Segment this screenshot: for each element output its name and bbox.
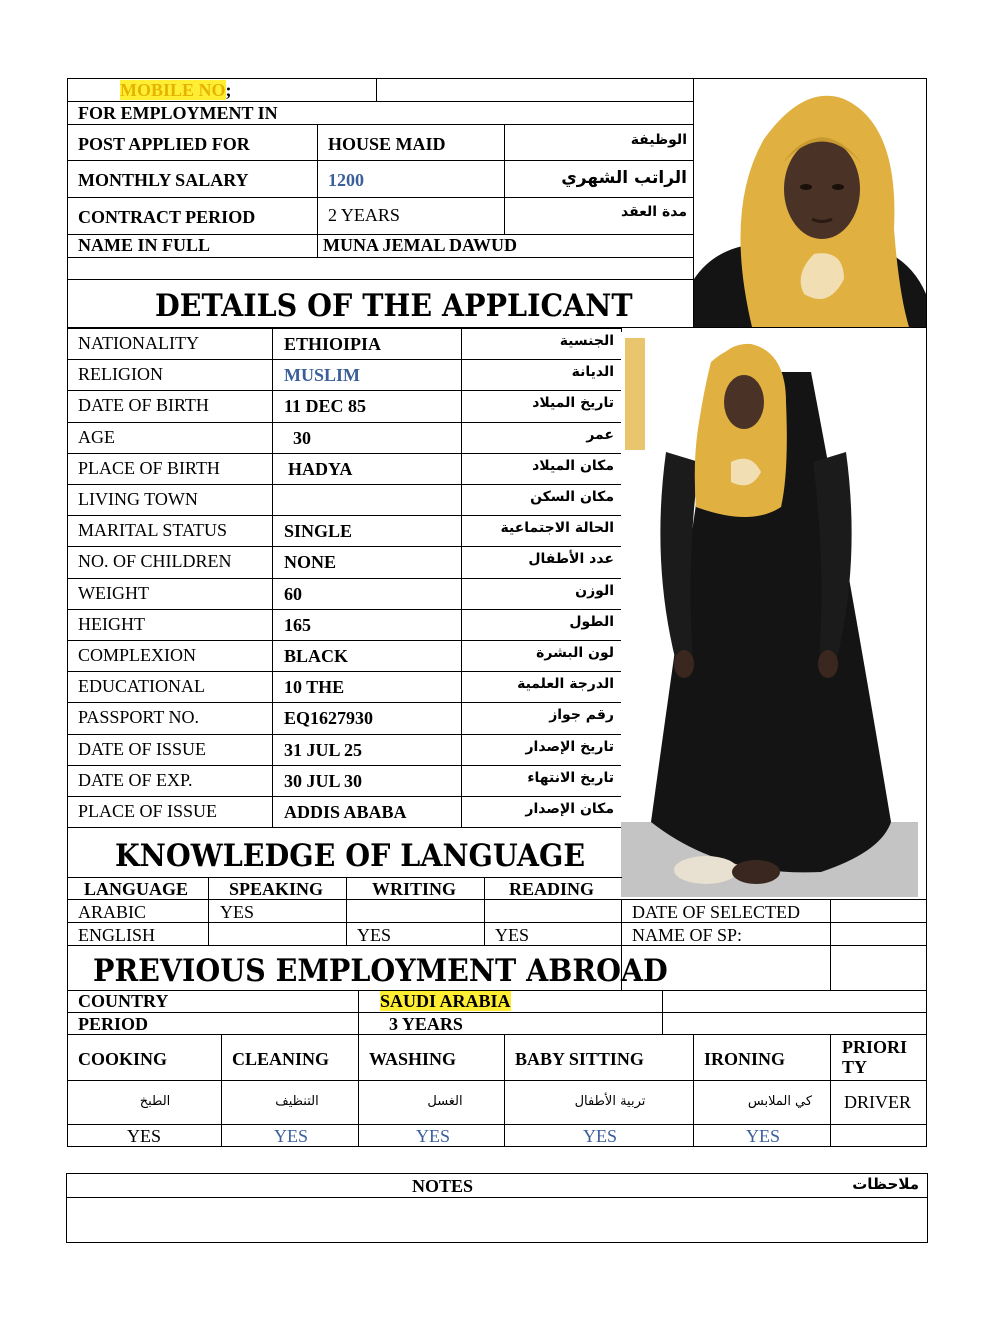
skill-value-cleaning: YES bbox=[274, 1126, 309, 1146]
skill-ar-washing: الغسل bbox=[427, 1094, 463, 1109]
skill-ar-baby-sitting: تربية الأطفال bbox=[574, 1094, 646, 1109]
salary-ar: الراتب الشهري bbox=[561, 168, 687, 188]
detail-value-place-of-birth: HADYA bbox=[288, 459, 353, 479]
date-of-selected-label: DATE OF SELECTED bbox=[632, 902, 800, 922]
detail-label-date-of-issue: DATE OF ISSUE bbox=[78, 739, 207, 759]
detail-label-height: HEIGHT bbox=[78, 614, 145, 634]
contract-label: CONTRACT PERIOD bbox=[78, 207, 256, 227]
detail-label-nationality: NATIONALITY bbox=[78, 333, 199, 353]
lang-row-arabic-speaking: YES bbox=[220, 902, 255, 922]
contract-ar: مدة العقد bbox=[620, 204, 687, 220]
detail-ar-living-town: مكان السكن bbox=[530, 489, 614, 505]
country-label: COUNTRY bbox=[78, 991, 169, 1011]
period-value: 3 YEARS bbox=[389, 1014, 463, 1034]
detail-ar-age: عمر bbox=[586, 427, 614, 443]
detail-value-weight: 60 bbox=[284, 584, 302, 604]
salary-label: MONTHLY SALARY bbox=[78, 170, 249, 190]
notes-box bbox=[66, 1173, 928, 1243]
lang-row-english-name: ENGLISH bbox=[78, 925, 155, 945]
detail-value-religion: MUSLIM bbox=[284, 365, 360, 385]
skill-ar-cleaning: التنظيف bbox=[275, 1094, 319, 1109]
skill-priority-driver: DRIVER bbox=[844, 1092, 911, 1112]
full-body-photo bbox=[621, 332, 918, 897]
detail-label-educational: EDUCATIONAL bbox=[78, 676, 205, 696]
skill-value-ironing: YES bbox=[746, 1126, 781, 1146]
mobile-suffix: ; bbox=[225, 80, 232, 100]
detail-label-passport-no: PASSPORT NO. bbox=[78, 707, 199, 727]
mobile-label bbox=[120, 80, 232, 100]
language-title: KNOWLEDGE OF LANGUAGE bbox=[115, 838, 586, 874]
detail-label-place-of-birth: PLACE OF BIRTH bbox=[78, 458, 220, 478]
detail-ar-date-of-exp: تاريخ الانتهاء bbox=[527, 770, 614, 786]
employment-label: FOR EMPLOYMENT IN bbox=[78, 103, 278, 123]
detail-label-date-of-birth: DATE OF BIRTH bbox=[78, 395, 209, 415]
detail-label-weight: WEIGHT bbox=[78, 583, 149, 603]
detail-ar-religion: الديانة bbox=[571, 364, 614, 380]
lang-header-speaking: SPEAKING bbox=[229, 879, 324, 899]
details-title: DETAILS OF THE APPLICANT bbox=[155, 288, 633, 324]
detail-value-nationality: ETHIOIPIA bbox=[284, 334, 382, 354]
mobile-label-text: MOBILE NO bbox=[120, 80, 226, 100]
detail-label-date-of-exp: DATE OF EXP. bbox=[78, 770, 193, 790]
contract-value: 2 YEARS bbox=[328, 205, 400, 225]
name-of-sp-label: NAME OF SP: bbox=[632, 925, 743, 945]
post-ar: الوظيفة bbox=[630, 132, 687, 148]
post-value: HOUSE MAID bbox=[328, 134, 446, 154]
period-label: PERIOD bbox=[78, 1014, 149, 1034]
detail-label-no-of-children: NO. OF CHILDREN bbox=[78, 551, 232, 571]
skill-ar-cooking: الطبخ bbox=[139, 1094, 171, 1109]
detail-label-marital-status: MARITAL STATUS bbox=[78, 520, 227, 540]
detail-ar-educational: الدرجة العلمية bbox=[517, 676, 614, 692]
lang-header-reading: READING bbox=[509, 879, 595, 899]
skill-header-baby-sitting: BABY SITTING bbox=[515, 1049, 644, 1069]
detail-value-place-of-issue: ADDIS ABABA bbox=[284, 802, 407, 822]
detail-value-date-of-issue: 31 JUL 25 bbox=[284, 740, 363, 760]
detail-value-height: 165 bbox=[284, 615, 311, 635]
detail-ar-nationality: الجنسية bbox=[559, 333, 614, 349]
notes-label-ar: ملاحظات bbox=[852, 1175, 919, 1193]
detail-value-passport-no: EQ1627930 bbox=[284, 708, 374, 728]
detail-value-age: 30 bbox=[293, 428, 311, 448]
detail-ar-date-of-issue: تاريخ الإصدار bbox=[525, 739, 614, 755]
detail-label-place-of-issue: PLACE OF ISSUE bbox=[78, 801, 218, 821]
previous-title: PREVIOUS EMPLOYMENT ABROAD bbox=[93, 953, 668, 989]
detail-value-marital-status: SINGLE bbox=[284, 521, 353, 541]
skill-header-priority: PRIORI TY bbox=[842, 1037, 908, 1077]
detail-ar-place-of-birth: مكان الميلاد bbox=[532, 458, 614, 474]
name-label: NAME IN FULL bbox=[78, 235, 211, 255]
country-value: SAUDI ARABIA bbox=[380, 991, 511, 1011]
detail-label-religion: RELIGION bbox=[78, 364, 163, 384]
skill-value-cooking: YES bbox=[127, 1126, 162, 1146]
detail-ar-passport-no: رقم جواز bbox=[549, 707, 614, 723]
portrait-photo bbox=[694, 79, 926, 327]
skill-value-baby-sitting: YES bbox=[583, 1126, 618, 1146]
detail-ar-height: الطول bbox=[569, 614, 614, 630]
detail-label-living-town: LIVING TOWN bbox=[78, 489, 198, 509]
lang-row-english-writing: YES bbox=[357, 925, 392, 945]
post-label: POST APPLIED FOR bbox=[78, 134, 250, 154]
detail-value-date-of-birth: 11 DEC 85 bbox=[284, 396, 367, 416]
detail-ar-no-of-children: عدد الأطفال bbox=[528, 551, 614, 567]
detail-ar-date-of-birth: تاريخ الميلاد bbox=[532, 395, 614, 411]
skill-header-ironing: IRONING bbox=[704, 1049, 786, 1069]
detail-ar-weight: الوزن bbox=[575, 583, 614, 599]
skill-header-cooking: COOKING bbox=[78, 1049, 168, 1069]
detail-value-date-of-exp: 30 JUL 30 bbox=[284, 771, 363, 791]
lang-header-writing: WRITING bbox=[372, 879, 457, 899]
lang-header-language: LANGUAGE bbox=[84, 879, 189, 899]
skill-ar-ironing: كي الملابس bbox=[747, 1094, 813, 1109]
detail-ar-complexion: لون البشرة bbox=[536, 645, 614, 661]
skill-header-cleaning: CLEANING bbox=[232, 1049, 330, 1069]
skill-header-washing: WASHING bbox=[369, 1049, 457, 1069]
detail-value-no-of-children: NONE bbox=[284, 552, 337, 572]
detail-ar-place-of-issue: مكان الإصدار bbox=[525, 801, 614, 817]
detail-value-educational: 10 THE bbox=[284, 677, 345, 697]
detail-label-age: AGE bbox=[78, 427, 115, 447]
lang-row-english-reading: YES bbox=[495, 925, 530, 945]
detail-label-complexion: COMPLEXION bbox=[78, 645, 197, 665]
notes-label: NOTES bbox=[412, 1176, 474, 1196]
skill-value-washing: YES bbox=[416, 1126, 451, 1146]
detail-value-complexion: BLACK bbox=[284, 646, 349, 666]
detail-ar-marital-status: الحالة الاجتماعية bbox=[500, 520, 614, 536]
salary-value: 1200 bbox=[328, 170, 364, 190]
lang-row-arabic-name: ARABIC bbox=[78, 902, 147, 922]
name-value: MUNA JEMAL DAWUD bbox=[323, 235, 518, 255]
